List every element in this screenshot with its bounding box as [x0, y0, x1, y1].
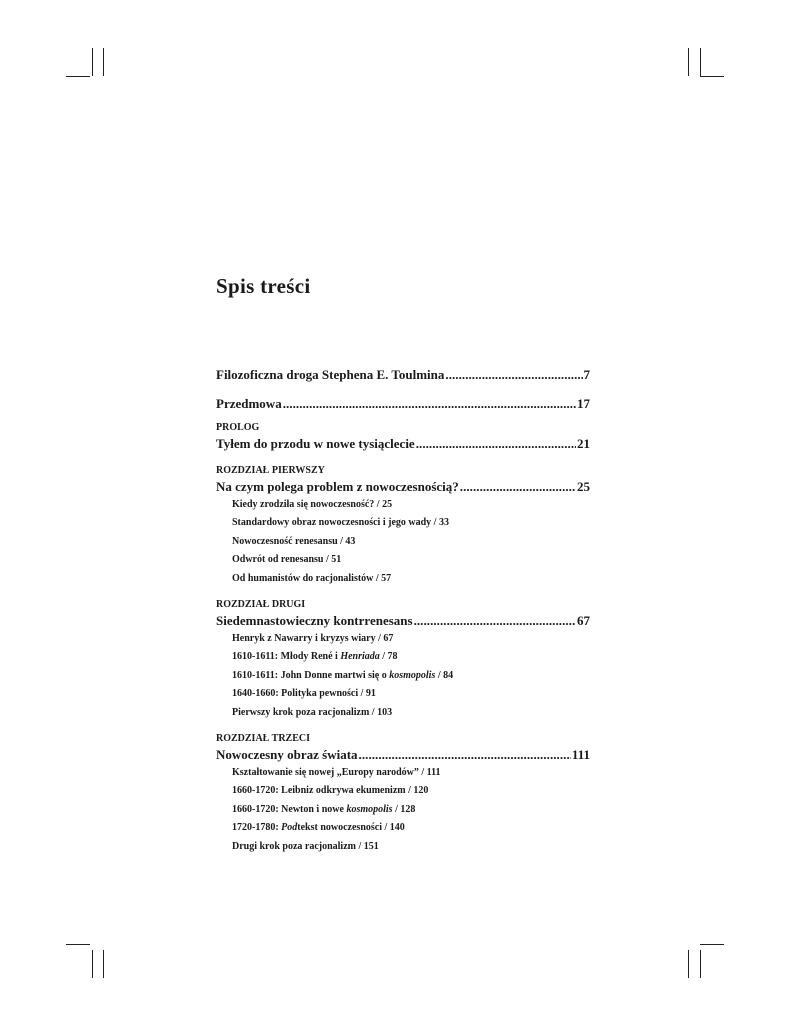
crop-mark: [688, 950, 689, 978]
crop-mark: [92, 48, 93, 76]
leader-dots: [414, 612, 576, 630]
section-entry: Pierwszy krok poza racjonalizm / 103: [232, 706, 393, 718]
section-text: / 78: [379, 651, 398, 663]
section-entry: Drugi krok poza racjonalizm / 151: [232, 840, 379, 852]
crop-mark: [66, 944, 90, 945]
section-italic-text: Pod: [281, 822, 298, 834]
section-text: / 84: [435, 669, 454, 681]
chapter-entry: [216, 746, 590, 764]
leader-dots: [445, 366, 582, 384]
crop-mark: [103, 950, 104, 978]
chapter-title: Nowoczesny obraz świata: [216, 747, 358, 763]
leader-dots: [359, 746, 571, 764]
crop-mark: [92, 950, 93, 978]
section-text: 1610-1611: John Donne martwi się o: [232, 669, 390, 681]
section-label: PROLOG: [216, 422, 260, 433]
crop-mark: [700, 950, 701, 978]
section-entry: [216, 801, 590, 819]
section-entry: Henryk z Nawarry i kryzys wiary / 67: [232, 633, 394, 645]
section-entry: [216, 667, 590, 685]
section-entry: 1640-1660: Polityka pewności / 91: [232, 688, 376, 700]
section-entry: 1660-1720: Leibniz odkrywa ekumenizm / 120: [232, 785, 429, 797]
section-entry: Nowoczesność renesansu / 43: [232, 535, 356, 547]
crop-mark: [700, 76, 724, 77]
chapter-page: 67: [577, 613, 590, 629]
crop-mark: [688, 48, 689, 76]
toc-entry: [216, 435, 590, 453]
section-text: 1720-1780:: [232, 822, 282, 834]
leader-dots: [416, 435, 576, 453]
toc-entry-page: 21: [577, 436, 590, 451]
chapter-title: Na czym polega problem z nowoczesnością?: [216, 479, 459, 494]
toc-entry: [216, 395, 590, 413]
toc-entry-title: Tyłem do przodu w nowe tysiąclecie: [216, 436, 415, 451]
chapter-label: ROZDZIAŁ PIERWSZY: [216, 465, 325, 476]
leader-dots: [283, 395, 576, 413]
crop-mark: [66, 76, 90, 77]
spacer: [216, 722, 590, 732]
table-of-contents: [216, 366, 590, 856]
chapter-label: ROZDZIAŁ DRUGI: [216, 599, 306, 611]
section-italic-text: kosmopolis: [389, 669, 436, 681]
toc-entry-page: 7: [583, 367, 590, 382]
section-text: / 128: [392, 803, 416, 815]
chapter-list: [216, 464, 590, 856]
section-entry: Standardowy obraz nowoczesności i jego wady / 33: [232, 517, 449, 529]
crop-mark: [700, 48, 701, 76]
toc-entry-title: Filozoficzna droga Stephena E. Toulmina: [216, 367, 445, 382]
toc-entry: [216, 366, 590, 384]
section-entry: [216, 648, 590, 666]
section-italic-text: kosmopolis: [346, 803, 393, 815]
section-text: tekst nowoczesności / 140: [297, 822, 405, 834]
section-entry: Kiedy zrodziła się nowoczesność? / 25: [232, 499, 393, 510]
leader-dots: [460, 478, 576, 496]
toc-entry-title: Przedmowa: [216, 396, 282, 411]
section-entry: [216, 819, 590, 837]
section-text: 1660-1720: Newton i nowe: [232, 803, 347, 815]
section-entry: Od humanistów do racjonalistów / 57: [232, 572, 392, 584]
toc-entry-page: 17: [577, 396, 590, 411]
spacer: [216, 588, 590, 598]
chapter-entry: [216, 612, 590, 630]
chapter-title: Siedemnastowieczny kontrrenesans: [216, 613, 413, 629]
crop-mark: [700, 944, 724, 945]
chapter-page: 111: [571, 747, 590, 763]
crop-mark: [103, 48, 104, 76]
section-italic-text: Henriada: [340, 651, 380, 663]
page-title: Spis treści: [216, 274, 311, 298]
chapter-page: 25: [577, 479, 590, 494]
section-entry: Kształtowanie się nowej „Europy narodów” / 111: [232, 767, 441, 779]
section-entry: Odwrót od renesansu / 51: [232, 554, 342, 566]
chapter-label: ROZDZIAŁ TRZECI: [216, 733, 311, 745]
section-text: 1610-1611: Młody René i: [232, 651, 341, 663]
chapter-entry: [216, 478, 590, 496]
